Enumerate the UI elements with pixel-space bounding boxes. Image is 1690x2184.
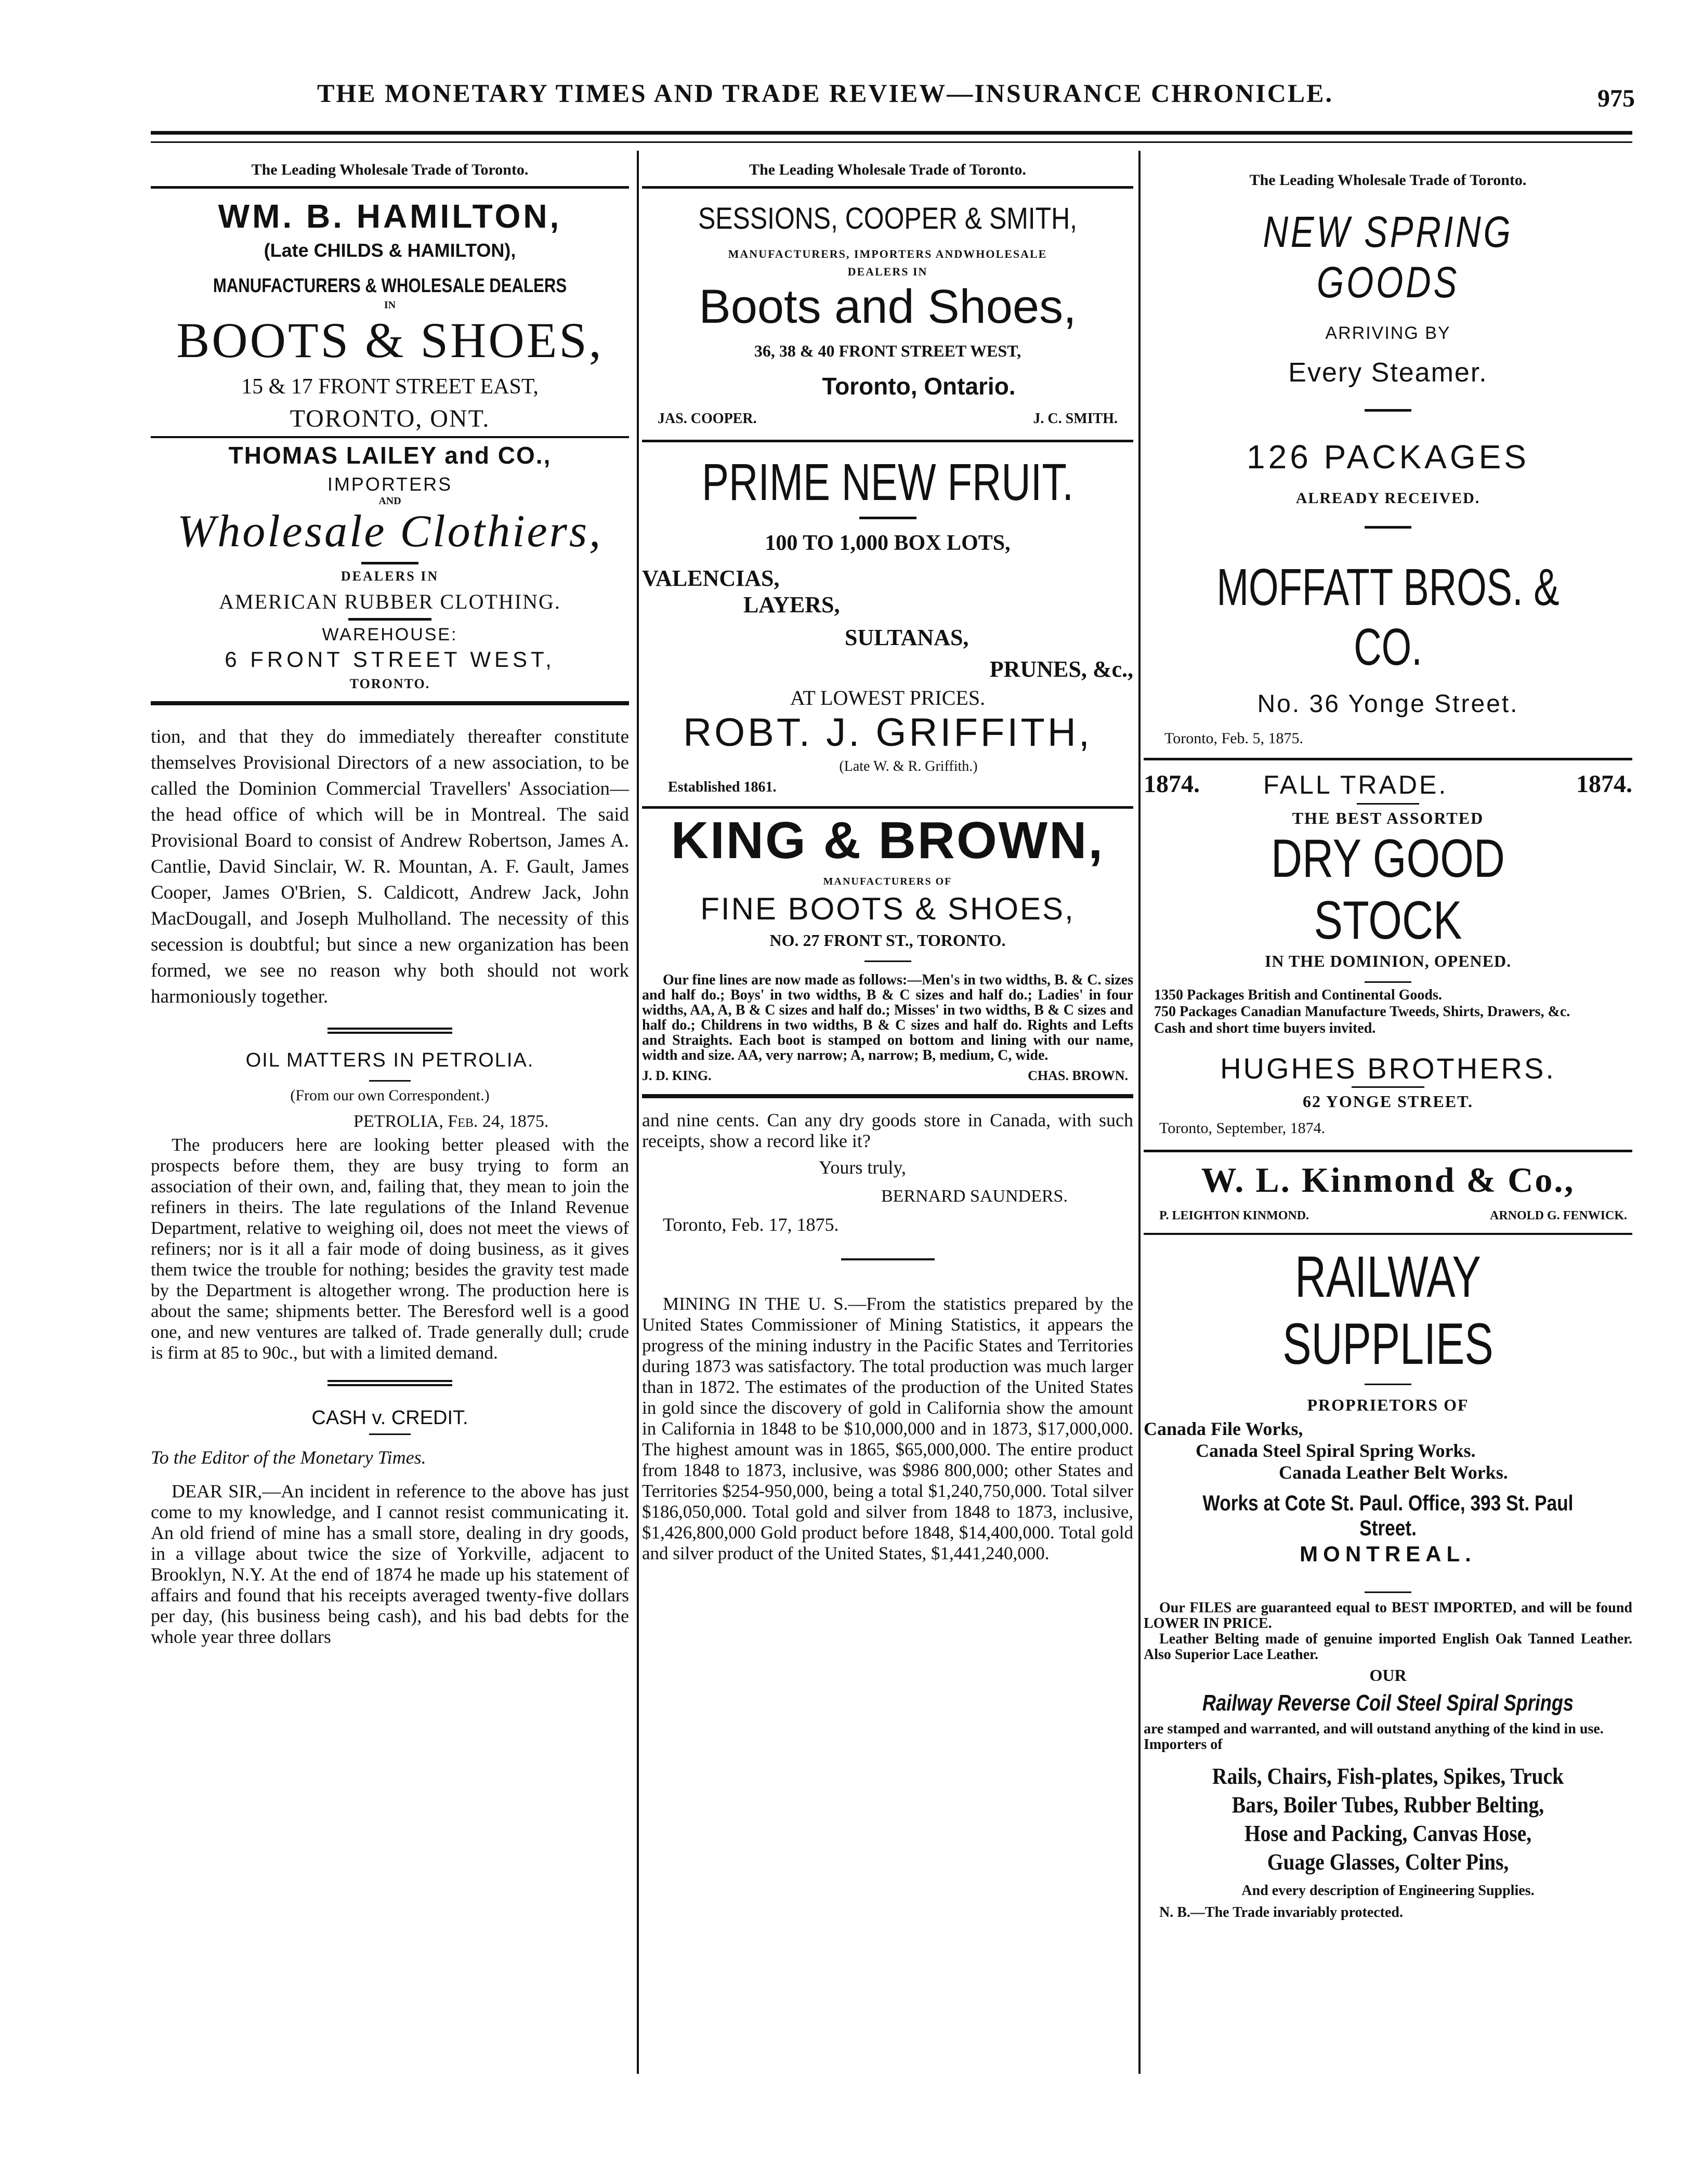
masthead-rule-thin bbox=[151, 141, 1632, 143]
advertiser-name: W. L. Kinmond & Co., bbox=[1201, 1160, 1575, 1200]
works-line: Canada Leather Belt Works. bbox=[1279, 1462, 1508, 1483]
product-headline: BOOTS & SHOES, bbox=[176, 312, 604, 368]
address: 15 & 17 FRONT STREET EAST, bbox=[241, 375, 539, 399]
import-item: Rails, Chairs, Fish-plates, Spikes, Truck bbox=[1212, 1764, 1564, 1789]
received-line: ALREADY RECEIVED. bbox=[1295, 490, 1481, 507]
short-rule bbox=[348, 618, 431, 621]
works-address: Works at Cote St. Paul. Office, 393 St. Paul Street. bbox=[1202, 1491, 1574, 1540]
city: TORONTO. bbox=[349, 676, 430, 691]
partner-names bbox=[642, 411, 1133, 431]
product-headline: FINE BOOTS & SHOES, bbox=[700, 891, 1075, 926]
partner-left: P. LEIGHTON KINMOND. bbox=[1159, 1209, 1309, 1222]
column-3 bbox=[1144, 151, 1632, 1921]
stock-line: Cash and short time buyers invited. bbox=[1154, 1020, 1376, 1036]
year-left: 1874. bbox=[1144, 770, 1200, 798]
column-divider-2 bbox=[1138, 151, 1141, 2074]
advertiser-name: KING & BROWN, bbox=[671, 811, 1105, 870]
stock-line: 1350 Packages British and Continental Goods. bbox=[1154, 987, 1442, 1003]
article-continuation: tion, and that they do immediately thereafter constitute themselves Provisional Directors of a new association, to be called the Dominion Commercial Travellers' Association—the head office of which will be in Montreal. The said Provisional Board to consist of Andrew Robertson, James A. Cantlie, David Sinclair, W. R. Mountan, A. F. Gault, James Cooper, James O'Brien, S. Caldicott, Andrew Jack, John MacDougall, and Joseph Mulholland. The necessity of this secession is doubtful; but since a new organization has been formed, we see no reason why both should not work harmoniously together. bbox=[151, 726, 629, 1007]
best-assorted: THE BEST ASSORTED bbox=[1292, 809, 1484, 827]
salutation-line: To the Editor of the Monetary Times. bbox=[151, 1447, 426, 1468]
short-rule bbox=[1365, 526, 1411, 529]
dateline: PETROLIA, Feb. 24, 1875. bbox=[353, 1112, 549, 1131]
engineering-line: And every description of Engineering Supplies. bbox=[1241, 1883, 1535, 1899]
ornament-rule bbox=[841, 1258, 935, 1260]
advertiser-name: SESSIONS, COOPER & SMITH, bbox=[698, 202, 1077, 235]
box-lots: 100 TO 1,000 BOX LOTS, bbox=[765, 531, 1011, 555]
double-rule bbox=[327, 1380, 452, 1382]
partner-names bbox=[1144, 1209, 1632, 1228]
importers-label: IMPORTERS bbox=[327, 473, 453, 495]
fruit-item: SULTANAS, bbox=[845, 625, 969, 650]
city: TORONTO, ONT. bbox=[290, 405, 490, 432]
article-title: CASH v. CREDIT. bbox=[311, 1407, 468, 1429]
clothiers-headline: Wholesale Clothiers, bbox=[177, 506, 603, 557]
divider bbox=[642, 1094, 1133, 1098]
short-rule bbox=[859, 517, 916, 519]
short-rule bbox=[1365, 409, 1411, 412]
address: NO. 27 FRONT ST., TORONTO. bbox=[769, 931, 1006, 950]
dateline: Toronto, Feb. 5, 1875. bbox=[1164, 730, 1304, 747]
column-2 bbox=[642, 151, 1133, 1564]
address: 6 FRONT STREET WEST, bbox=[225, 647, 555, 672]
year-right: 1874. bbox=[1576, 770, 1632, 798]
fruit-item: PRUNES, &c., bbox=[989, 656, 1133, 682]
fruit-item: VALENCIAS, bbox=[642, 565, 780, 591]
fruit-item: LAYERS, bbox=[743, 592, 840, 617]
prices-line: AT LOWEST PRICES. bbox=[790, 686, 986, 709]
dateline: Toronto, September, 1874. bbox=[1159, 1120, 1326, 1137]
city: MONTREAL. bbox=[1300, 1542, 1476, 1566]
in-label: IN bbox=[384, 299, 396, 311]
files-note: Our FILES are guaranteed equal to BEST IMPORTED, and will be found LOWER IN PRICE. bbox=[1144, 1600, 1632, 1632]
proprietors-label: PROPRIETORS OF bbox=[1307, 1396, 1469, 1414]
advertiser-name: THOMAS LAILEY and CO., bbox=[228, 442, 552, 469]
partner-names bbox=[642, 1068, 1133, 1087]
arriving-label: ARRIVING BY bbox=[1325, 323, 1451, 343]
masthead-title: THE MONETARY TIMES AND TRADE REVIEW—INSURANCE CHRONICLE. bbox=[317, 78, 1333, 108]
short-rule bbox=[369, 1433, 411, 1435]
steamer-line: Every Steamer. bbox=[1288, 358, 1488, 388]
masthead bbox=[151, 73, 1635, 135]
hughes-ad bbox=[1144, 770, 1632, 1137]
divider bbox=[642, 806, 1133, 809]
short-rule bbox=[1352, 1086, 1424, 1088]
mfr-label: MANUFACTURERS OF bbox=[823, 876, 952, 887]
divider bbox=[1144, 1150, 1632, 1152]
partner-right: ARNOLD G. FENWICK. bbox=[1489, 1209, 1627, 1222]
lailey-ad bbox=[151, 441, 629, 692]
mining-article bbox=[642, 1294, 1133, 1564]
divider bbox=[151, 436, 629, 438]
short-rule bbox=[369, 1080, 411, 1082]
sessions-cooper-smith-ad bbox=[642, 201, 1133, 431]
double-rule bbox=[327, 1028, 452, 1030]
divider bbox=[1144, 758, 1632, 760]
divider bbox=[151, 186, 629, 189]
railway-headline: RAILWAY SUPPLIES bbox=[1282, 1244, 1494, 1376]
product-headline: Boots and Shoes, bbox=[699, 280, 1077, 333]
letter-body: DEAR SIR,—An incident in reference to the above has just come to my knowledge, and I cannot resist communicating it. An old friend of mine has a small store, dealing in dry goods, in a village about twice the size of Yorkville, adjacent to Brooklyn, N.Y. At the end of 1874 he made up his statement of affairs and found that his receipts averaged twenty-five dollars per day, (his business being cash), and his bad debts for the whole year three dollars bbox=[151, 1481, 629, 1647]
address: No. 36 Yonge Street. bbox=[1257, 690, 1519, 718]
import-item: Guage Glasses, Colter Pins, bbox=[1267, 1849, 1509, 1875]
springs-headline: Railway Reverse Coil Steel Spiral Springs bbox=[1202, 1690, 1574, 1716]
trade-line-2: DEALERS IN bbox=[847, 265, 928, 278]
fall-trade-line bbox=[1144, 770, 1632, 803]
column-header: The Leading Wholesale Trade of Toronto. bbox=[1249, 172, 1527, 189]
masthead-rule bbox=[151, 131, 1632, 135]
mining-body: —From the statistics prepared by the United States Commissioner of Mining Statistics, it appears the progress of the mining industry in the Pacific States and Territories during 1873 was satisfactory. The total production was much larger than in 1872. The estimates of the production of the United States in gold since the discovery of gold in California show the amount in California in 1848 to be $10,000,000 and in 1873, $17,000,000. The highest amount was in 1865, $65,000,000. The entire product from 1848 to 1873, inclusive, was $986 800,000; other States and Territories $254-950,000, being a total $1,240,750,000. Total silver $186,050,000. Total gold and silver from 1848 to 1873, inclusive, $1,426,800,000 Gold product before 1848, $14,400,000. Total gold and silver product of the United States, $1,441,240,000. bbox=[642, 1294, 1133, 1563]
established: Established 1861. bbox=[668, 779, 777, 795]
spring-goods-headline: NEW SPRING GOODS bbox=[1263, 207, 1513, 307]
former-name: (Late W. & R. Griffith.) bbox=[839, 758, 978, 774]
letter-continuation: and nine cents. Can any dry goods store in Canada, with such receipts, show a record like it? bbox=[642, 1110, 1133, 1151]
works-line: Canada Steel Spiral Spring Works. bbox=[1196, 1440, 1476, 1461]
divider bbox=[642, 440, 1133, 442]
short-rule bbox=[361, 562, 418, 564]
warehouse-label: WAREHOUSE: bbox=[322, 625, 458, 644]
short-rule bbox=[864, 961, 911, 962]
article-title: OIL MATTERS IN PETROLIA. bbox=[245, 1049, 534, 1071]
advertiser-name: WM. B. HAMILTON, bbox=[218, 198, 562, 235]
product-description: Our fine lines are now made as follows:—Men's in two widths, B. & C. sizes and half do.; Boys' in two widths, B & C sizes and half do.; Ladies' in four widths, AA, A, B & C sizes and half do.; Misses' in two widths, B & C sizes and half do.; Childrens in two widths, B & C sizes and half do. Rights and Lefts and Straights. Each boot is stamped on bottom and lining with our name, width and size. AA, very narrow; A, narrow; B, medium, C, wide. bbox=[642, 972, 1133, 1063]
moffatt-ad bbox=[1144, 207, 1632, 747]
column-divider-1 bbox=[637, 151, 639, 2074]
letter-dateline: Toronto, Feb. 17, 1875. bbox=[663, 1214, 839, 1235]
double-rule bbox=[327, 1384, 452, 1386]
and-label: AND bbox=[378, 495, 401, 507]
import-item: Hose and Packing, Canvas Hose, bbox=[1244, 1821, 1532, 1846]
stock-line: 750 Packages Canadian Manufacture Tweeds, Shirts, Drawers, &c. bbox=[1154, 1004, 1570, 1020]
column-1 bbox=[151, 151, 629, 1647]
page-number: 975 bbox=[1597, 85, 1635, 112]
divider bbox=[1144, 1233, 1632, 1235]
partner-left: JAS. COOPER. bbox=[658, 411, 757, 427]
advertiser-name: HUGHES BROTHERS. bbox=[1220, 1052, 1556, 1085]
trade-line: MANUFACTURERS & WHOLESALE DEALERS bbox=[213, 275, 567, 297]
short-rule bbox=[1357, 803, 1419, 805]
hamilton-ad bbox=[151, 197, 629, 433]
rubber-line: AMERICAN RUBBER CLOTHING. bbox=[219, 590, 561, 613]
trade-line: MANUFACTURERS, IMPORTERS ANDWHOLESALE bbox=[728, 247, 1047, 260]
divider bbox=[151, 701, 629, 705]
article-body: The producers here are looking better pleased with the prospects before them, they are busy trying to form an association of their own, and, failing that, they mean to join the refiners in theirs. The late regulations of the Inland Revenue Department, relative to weighing oil, does not meet the views of refiners; nor is it all a fair mode of doing business, as it gives them twice the trouble for nothing; besides the gravity test made by the Department is altogether wrong. The production here is about the same; shipments better. The Beresford well is a good one, and new ventures are talked of. Trade generally dull; crude is firm at 85 to 90c., but with a limited demand. bbox=[151, 1135, 629, 1363]
works-line: Canada File Works, bbox=[1144, 1418, 1303, 1439]
address: 36, 38 & 40 FRONT STREET WEST, bbox=[754, 341, 1021, 360]
article-source: (From our own Correspondent.) bbox=[290, 1087, 490, 1104]
city: Toronto, Ontario. bbox=[822, 373, 1016, 400]
double-rule bbox=[327, 1032, 452, 1034]
dominion-line: IN THE DOMINION, OPENED. bbox=[1264, 952, 1512, 970]
letter-closing: Yours truly, bbox=[819, 1157, 907, 1178]
partner-right: CHAS. BROWN. bbox=[1028, 1068, 1128, 1083]
springs-note: are stamped and warranted, and will outstand anything of the kind in use. Importers of bbox=[1144, 1721, 1604, 1753]
fall-trade: FALL TRADE. bbox=[1263, 770, 1448, 799]
griffith-fruit-ad bbox=[642, 453, 1133, 796]
kinmond-ad bbox=[1144, 1160, 1632, 1921]
king-brown-ad bbox=[642, 811, 1133, 1087]
address: 62 YONGE STREET. bbox=[1302, 1092, 1474, 1111]
column-header: The Leading Wholesale Trade of Toronto. bbox=[251, 161, 529, 178]
short-rule bbox=[1365, 1591, 1411, 1593]
advertiser-name: ROBT. J. GRIFFITH, bbox=[683, 711, 1092, 755]
former-name: (Late CHILDS & HAMILTON), bbox=[264, 240, 516, 261]
our-label: OUR bbox=[1369, 1666, 1407, 1685]
short-rule bbox=[1365, 1384, 1411, 1385]
stock-headline: DRY GOOD STOCK bbox=[1270, 828, 1505, 951]
partner-left: J. D. KING. bbox=[642, 1068, 712, 1083]
nb-line: N. B.—The Trade invariably protected. bbox=[1159, 1904, 1403, 1920]
divider bbox=[642, 186, 1133, 189]
fruit-headline: PRIME NEW FRUIT. bbox=[702, 453, 1073, 511]
import-item: Bars, Boiler Tubes, Rubber Belting, bbox=[1232, 1792, 1544, 1818]
short-rule bbox=[1365, 981, 1411, 983]
partner-right: J. C. SMITH. bbox=[1033, 411, 1118, 427]
belting-note: Leather Belting made of genuine imported English Oak Tanned Leather. Also Superior Lace Leather. bbox=[1144, 1631, 1632, 1663]
packages-line: 126 PACKAGES bbox=[1247, 438, 1529, 476]
dealers-in-label: DEALERS IN bbox=[340, 569, 439, 584]
letter-signature: BERNARD SAUNDERS. bbox=[881, 1187, 1068, 1206]
column-header: The Leading Wholesale Trade of Toronto. bbox=[749, 161, 1026, 178]
advertiser-name: MOFFATT BROS. & CO. bbox=[1216, 558, 1560, 676]
mining-lead: MINING IN THE U. S. bbox=[663, 1294, 848, 1314]
